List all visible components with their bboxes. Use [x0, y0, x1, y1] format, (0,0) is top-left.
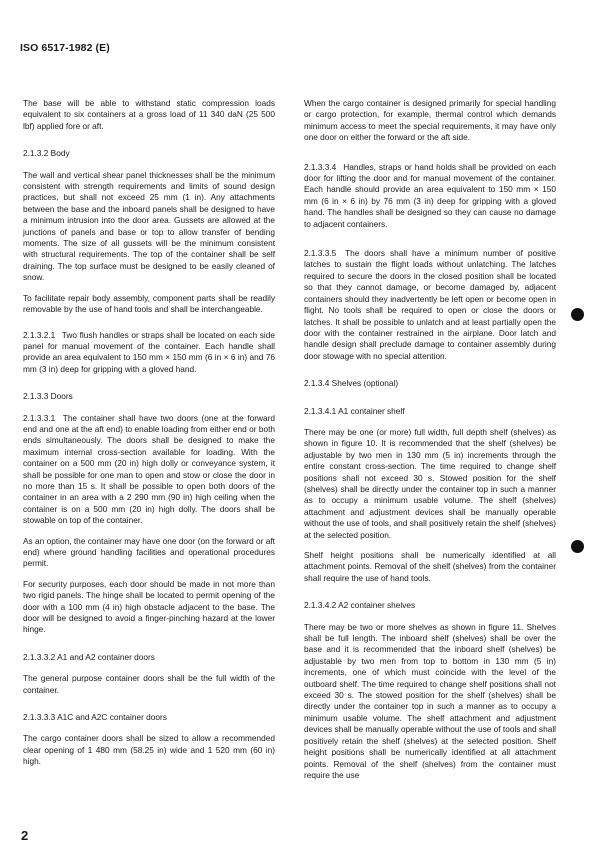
- heading-a2-shelves: 2.1.3.4.2 A2 container shelves: [304, 600, 416, 611]
- clause-text: Handles, straps or hand holds shall be provided on each door for lifting the door and for manual movement of the container. Each handle should provide an area equivalent to 150 mm × 150 mm (6 in × 6 in) by 76 mm (3 in) deep for gripping with a gloved hand. The handles shall be designed so they can cause no damage to adjacent containers.: [304, 161, 556, 229]
- heading-doors: 2.1.3.3 Doors: [23, 391, 73, 402]
- heading-shelves: 2.1.3.4 Shelves (optional): [304, 378, 399, 389]
- clause-2-1-3-2-1: [23, 330, 275, 376]
- heading-body: 2.1.3.2 Body: [23, 148, 70, 159]
- paragraph-a1-a2-doors: The general purpose container doors shall be the full width of the container.: [23, 673, 275, 695]
- clause-text: The container shall have two doors (one at the forward end and one at the aft end) to enable loading from either end or both ends simultaneously. The doors shall be designed to make the maximum internal cross-section available for loading. With the container on a 500 mm (20 in) high dolly or conveyance system, it shall be possible for one man to open and stow or close the door in no more than 15 s. It shall be possible to open both doors of the container in an area with a 2 290 mm (90 in) high ceiling when the container is on a 500 mm (20 in) high dolly. The doors shall be stowable on top of the container.: [23, 412, 275, 526]
- clause-2-1-3-3-1: [23, 413, 275, 527]
- page-number: 2: [21, 828, 29, 843]
- clause-text: Two flush handles or straps shall be located on each side panel for manual movement of the container. Each handle shall provide an area equivalent to 150 mm × 150 mm (6 in × 6 in) and 76 mm (3 in) deep for gripping with a gloved hand.: [23, 329, 275, 374]
- heading-a1c-a2c-doors: 2.1.3.3.3 A1C and A2C container doors: [23, 712, 167, 723]
- margin-change-mark-upper: [571, 308, 584, 321]
- paragraph-special-handling: When the cargo container is designed primarily for special handling or cargo protection, for example, thermal control which demands minimum access to meet the special requirements, it may have only one door on either the forward or the aft side.: [304, 98, 556, 143]
- clause-number: 2.1.3.2.1: [23, 329, 56, 340]
- paragraph-a1c-a2c-doors: The cargo container doors shall be sized to allow a recommended clear opening of 1 480 mm (58.25 in) wide and 1 520 mm (60 in) high.: [23, 733, 275, 767]
- paragraph-a2-shelves: There may be two or more shelves as shown in figure 11. Shelves shall be full length. The inboard shelf (shelves) shall be over the base and it is recommended that the inboard shelf (shelves) be adjustable by two men from top to bottom in 130 mm (5 in) increments, one of which must coincide with the level of the outboard shelf. The time required to change shelf positions shall not exceed 30 s. The stowed position for the shelf (shelves) shall be directly under the container top in such a manner as to occupy a minimum usable volume. The shelf attachment and adjustment devices shall be manually operable without the use of tools and shall positively retain the shelf (shelves) at the selected position. Shelf height positions shall be numerically identified at all attachment points. Removal of the shelf (shelves) from the container must require the use: [304, 621, 556, 780]
- clause-number: 2.1.3.3.4: [304, 161, 337, 172]
- paragraph-body-walls: The wall and vertical shear panel thicknesses shall be the minimum consistent with strength requirements and limits of sound design practices, but shall not exceed 25 mm (1 in). Any attachments between the base and the inboard panels shall be designed to have a minimum intrusion into the door area. Gussets are allowed at the junctions of panels and base or top to allow transfer of bending moments. The size of all gussets will be the minimum consistent with structural requirements. The top of the container shall be self draining. The top surface must be designed to be easily cleaned of snow.: [23, 169, 275, 283]
- clause-number: 2.1.3.3.5: [304, 248, 337, 259]
- right-column: [304, 98, 556, 790]
- clause-2-1-3-3-4: [304, 162, 556, 230]
- left-column: [23, 98, 275, 777]
- paragraph-door-security: For security purposes, each door should be made in not more than two rigid panels. The hinge shall be located to permit opening of the door with a 100 mm (4 in) high obstacle adjacent to the base. The door will be designed to avoid a finger-pinching hazard at the lower hinge.: [23, 578, 275, 635]
- heading-a1-a2-doors: 2.1.3.3.2 A1 and A2 container doors: [23, 651, 155, 662]
- clause-text: The doors shall have a minimum number of positive latches to sustain the flight loads without unlatching. The latches required to secure the doors in the closed position shall be located so that they cannot damage, or become damaged by, adjacent containers should they inadvertently be left open or become open in flight. No tools shall be required to open or close the doors or latches. It shall be possible to unlatch and at least partially open the door with the container restrained in the airplane. Door latch and handle design shall preclude damage to container assembly during door stowage with no special attention.: [304, 248, 557, 361]
- heading-a1-shelf: 2.1.3.4.1 A1 container shelf: [304, 405, 405, 416]
- paragraph-base-loads: The base will be able to withstand static compression loads equivalent to six containers at a gross load of 11 340 daN (25 500 lbf) applied fore or aft.: [23, 98, 275, 131]
- clause-number: 2.1.3.3.1: [23, 412, 56, 423]
- paragraph-shelf-height: Shelf height positions shall be numerically identified at all attachment points. Removal of the shelf (shelves) from the container shall require the use of hand tools.: [304, 550, 556, 583]
- paragraph-a1-shelf: There may be one (or more) full width, full depth shelf (shelves) as shown in figure 10. It is recommended that the shelf (shelves) be adjustable by two men in 130 mm (5 in) increments through the entire constant cross-section. The time required to change shelf positions shall not exceed 30 s. Stowed position for the shelf (shelves) shall be directly under the container top in such a manner as to occupy a minimum usable volume. The shelf (shelves) attachment and adjustment devices shall be manually operable without the use of tools, and shall positively retain the shelf (shelves) at the selected position.: [304, 426, 556, 540]
- document-header: ISO 6517-1982 (E): [20, 42, 110, 54]
- paragraph-door-option: As an option, the container may have one door (on the forward or aft end) where ground handling facilities and operational procedures permit.: [23, 535, 275, 569]
- margin-change-mark-lower: [571, 540, 584, 553]
- paragraph-body-repair: To facilitate repair body assembly, component parts shall be readily removable by the use of hand tools and shall be interchangeable.: [23, 292, 275, 315]
- clause-2-1-3-3-5: [304, 248, 556, 362]
